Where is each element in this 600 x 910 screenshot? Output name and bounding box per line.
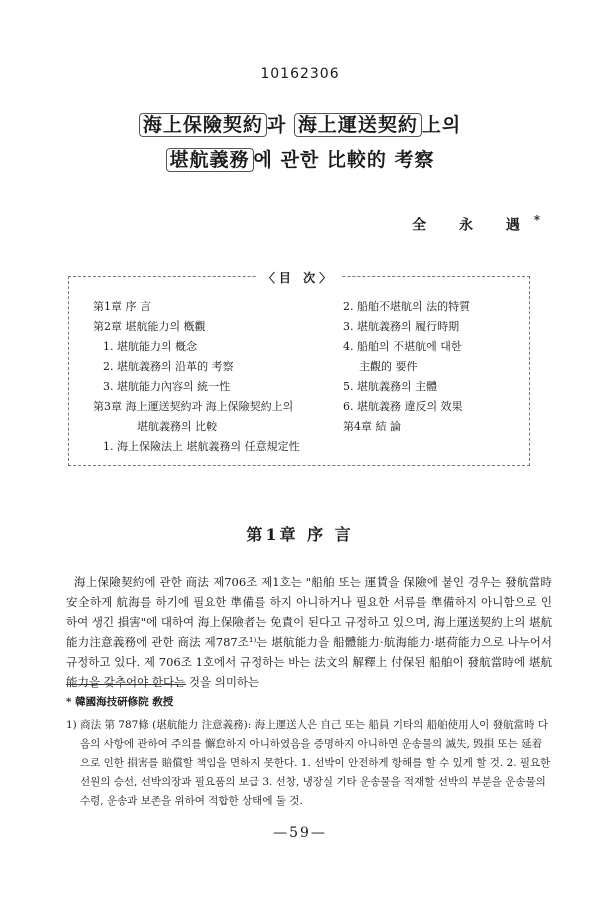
toc-item: 第2章 堪航能力의 槪觀 bbox=[93, 320, 206, 333]
body-paragraph: 海上保險契約에 관한 商法 제706조 제1호는 "船舶 또는 運賃을 保險에 붙인 경우는 發航當時 安全하게 航海를 하기에 필요한 準備를 하지 아니하거나 필요한 서류를 準備하지 아니함으로 인하여 생긴 損害"에 대하여 海上保險者는 免責이 된다고 규정하고 있으며, 海上運送契約上의 堪航能力注意義務에 관한 商法 제787조¹⁾는 堪航能力을 船體能力·航海能力·堪荷能力으로 나누어서 규정하고 있다. 제 706조 1호에서 규정하는 바는 法文의 解釋上 付保된 船舶이 發航當時에 堪航能力을 갖추어야 한다는 것을 의미하는 bbox=[66, 575, 552, 689]
toc-item: 主觀的 要件 bbox=[359, 360, 418, 373]
author-name bbox=[412, 213, 554, 235]
author-affiliation: * 韓國海技硏修院 敎授 bbox=[66, 696, 174, 708]
table-of-contents bbox=[68, 271, 530, 466]
toc-item: 6. 堪航義務 違反의 效果 bbox=[343, 400, 463, 413]
toc-right-column bbox=[343, 297, 523, 437]
toc-item: 3. 堪航能力內容의 統一性 bbox=[103, 380, 231, 393]
author-text: 全 永 遇 bbox=[412, 217, 534, 234]
toc-item: 第1章 序 言 bbox=[93, 300, 151, 313]
toc-item: 堪航義務의 比較 bbox=[137, 420, 218, 433]
toc-item: 第4章 結 論 bbox=[343, 420, 401, 433]
chapter-heading: 第1章 序 言 bbox=[246, 525, 354, 544]
title-term-seaworthiness: 堪航義務 bbox=[166, 148, 254, 172]
toc-item: 3. 堪航義務의 履行時期 bbox=[343, 320, 460, 333]
toc-item: 2. 船舶不堪航의 法的特質 bbox=[343, 300, 471, 313]
toc-item: 5. 堪航義務의 主體 bbox=[343, 380, 438, 393]
toc-heading-text: 〈目 次〉 bbox=[257, 271, 341, 285]
footnote bbox=[66, 716, 552, 811]
title-term-marine-insurance: 海上保險契約 bbox=[139, 113, 267, 137]
title-rest: 에 관한 比較的 考察 bbox=[253, 149, 435, 171]
footnote-text: 1) 商法 第 787條 (堪航能力 注意義務): 海上運送人은 自己 또는 船員 기타의 船舶使用人이 發航當時 다음의 사항에 관하여 주의를 懈怠하지 아니하였음을 증명하지 아니하면 운송물의 滅失, 毁損 또는 延着으로 인한 損害를 賠償할 책임을 면하지 못한다. 1. 선박이 안전하게 항해를 할 수 있게 할 것. 2. 필요한 선원의 승선, 선박의장과 필요품의 보급 3. 선창, 냉장실 기타 운송물을 적재할 선박의 부분을 운송물의 수령, 운송과 보존을 위하여 적합한 상태에 둘 것. bbox=[66, 719, 551, 807]
title-term-carriage-contract: 海上運送契約 bbox=[294, 113, 422, 137]
toc-heading bbox=[69, 267, 529, 286]
title-suffix: 上의 bbox=[421, 114, 462, 136]
toc-item: 1. 堪航能力의 槪念 bbox=[103, 340, 198, 353]
toc-item: 1. 海上保險法上 堪航義務의 任意規定性 bbox=[103, 440, 300, 453]
page-number: —59— bbox=[273, 825, 327, 841]
footnote-divider bbox=[66, 684, 186, 685]
toc-item: 2. 堪航義務의 沿革的 考察 bbox=[103, 360, 234, 373]
toc-item: 第3章 海上運送契約과 海上保險契約上의 bbox=[93, 400, 294, 413]
paper-title-line-1 bbox=[0, 110, 600, 137]
toc-left-column bbox=[93, 297, 333, 457]
author-footnote-mark: * bbox=[533, 213, 554, 227]
document-id: 10162306 bbox=[260, 66, 340, 82]
paper-title-line-2 bbox=[0, 145, 600, 172]
title-conjunction: 과 bbox=[266, 114, 287, 136]
toc-item: 4. 船舶의 不堪航에 대한 bbox=[343, 340, 462, 353]
